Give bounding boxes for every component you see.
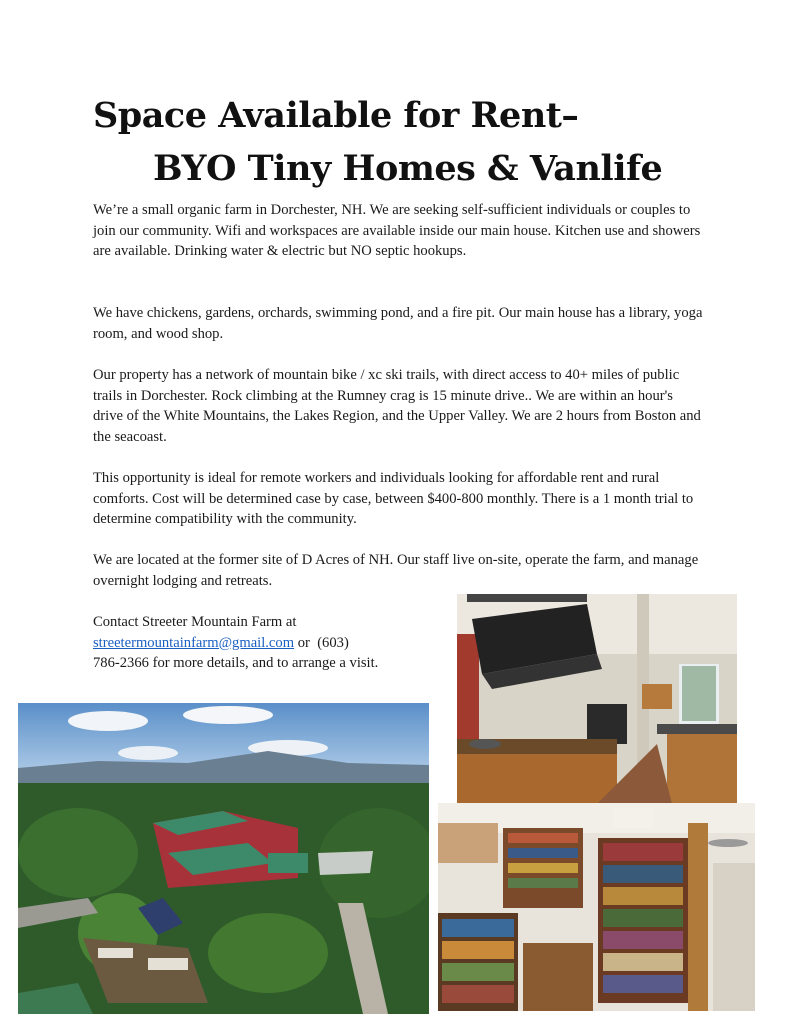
phone-area-code: (603) [317,634,349,651]
library-photo [438,803,755,1011]
title-line-1: Space Available for Rent– [93,95,579,136]
paragraph-intro: We’re a small organic farm in Dorchester, NH. We are seeking self-sufficient individuals or couples to join our community. Wifi and workspaces are available inside our main house. Kitchen use and showers are available. Drinking water & electric but NO septic hookups. [93,202,701,259]
email-link[interactable]: streetermountainfarm@gmail.com [93,634,295,651]
contact-block [93,612,443,674]
title-line-2: BYO Tiny Homes & Vanlife [153,148,663,189]
paragraph-location: We are located at the former site of D Acres of NH. Our staff live on-site, operate the farm, and manage overnight lodging and retreats. [93,552,699,589]
phone-number: 786-2366 [93,655,149,671]
paragraph-trails: Our property has a network of mountain bike / xc ski trails, with direct access to 40+ miles of public trails in Dorchester. Rock climbing at the Rumney crag is 15 minute drive.. We are within an hour's drive of the White Mountains, the Lakes Region, and the Upper Valley. We are 2 hours from Boston and the seacoast. [93,367,701,445]
paragraph-amenities: We have chickens, gardens, orchards, swimming pond, and a fire pit. Our main house has a library, yoga room, and wood shop. [93,305,703,342]
contact-intro: Contact Streeter Mountain Farm at [93,614,297,630]
kitchen-photo [457,594,737,804]
contact-outro: for more details, and to arrange a visit. [148,655,379,671]
farm-aerial-photo [18,703,429,1014]
contact-connector: or [294,634,318,651]
paragraph-opportunity: This opportunity is ideal for remote workers and individuals looking for affordable rent and rural comforts. Cost will be determined case by case, between $400-800 monthly. There is a 1 month trial to determine compatibility with the community. [93,470,694,527]
